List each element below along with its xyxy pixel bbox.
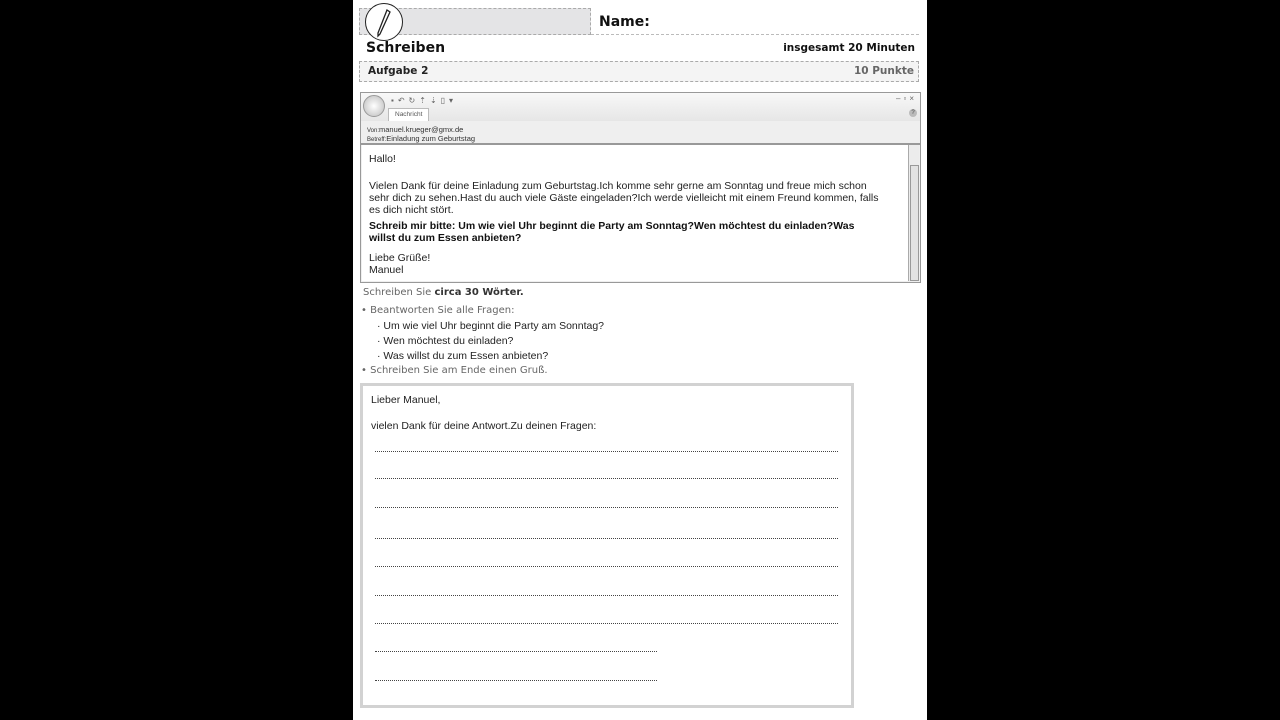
email-closing: Liebe Grüße! <box>369 252 431 264</box>
duration-text: insgesamt 20 Minuten <box>783 42 915 54</box>
answer-line[interactable] <box>375 595 838 596</box>
question-item: · Wen möchtest du einladen? <box>377 335 514 347</box>
answer-line[interactable] <box>375 538 838 539</box>
answer-line[interactable] <box>375 651 657 652</box>
email-scrollbar[interactable] <box>908 145 919 281</box>
section-title: Schreiben <box>366 40 446 56</box>
answer-line[interactable] <box>375 623 838 624</box>
email-bold-line: Schreib mir bitte: Um wie viel Uhr beginnt die Party am Sonntag?Wen möchtest du einladen?Was <box>369 220 855 232</box>
answer-intro: vielen Dank für deine Antwort.Zu deinen Fragen: <box>371 420 597 432</box>
name-label: Name: <box>599 14 650 30</box>
task-label: Aufgabe 2 <box>368 65 429 77</box>
email-body <box>362 145 908 281</box>
email-window <box>360 92 921 283</box>
answer-line[interactable] <box>375 680 657 681</box>
question-item: · Was willst du zum Essen anbieten? <box>377 350 549 362</box>
answer-line[interactable] <box>375 451 838 452</box>
answer-line[interactable] <box>375 566 838 567</box>
scroll-thumb[interactable] <box>910 165 919 281</box>
tab-nachricht: Nachricht <box>388 108 429 121</box>
answer-box[interactable] <box>360 383 854 708</box>
name-input-line[interactable] <box>591 34 919 35</box>
help-icon: ? <box>909 109 917 117</box>
word-count-instruction: Schreiben Sie circa 30 Wörter. <box>363 287 524 298</box>
office-button-icon <box>363 95 385 117</box>
question-item: · Um wie viel Uhr beginnt die Party am Sonntag? <box>377 320 605 332</box>
window-controls: –▫× <box>896 94 917 103</box>
subject-row: Betreff:Einladung zum Geburtstag <box>367 134 476 143</box>
answer-salutation: Lieber Manuel, <box>371 394 441 406</box>
bullet-greeting: • Schreiben Sie am Ende einen Gruß. <box>361 365 548 376</box>
quick-access-toolbar: ▪↶↻⇡⇣▯▾ <box>391 96 458 105</box>
email-text-line: sehr dich zu sehen.Hast du auch viele Gäste eingeladen?Ich werde vielleicht mit einem Freund kommen, falls <box>369 192 879 204</box>
pencil-icon <box>365 3 403 41</box>
points-label: 10 Punkte <box>853 65 914 77</box>
email-text-line: es dich nicht stört. <box>369 204 454 216</box>
task-bar <box>359 61 919 82</box>
worksheet-page <box>353 0 927 720</box>
email-greeting: Hallo! <box>369 153 396 165</box>
bullet-answer-questions: • Beantworten Sie alle Fragen: <box>361 305 515 316</box>
answer-line[interactable] <box>375 478 838 479</box>
email-bold-line: willst du zum Essen anbieten? <box>369 232 522 244</box>
from-row: Von:manuel.krueger@gmx.de <box>367 125 464 134</box>
email-text-line: Vielen Dank für deine Einladung zum Geburtstag.Ich komme sehr gerne am Sonntag und freue mich schon <box>369 180 867 192</box>
email-ribbon <box>361 93 920 121</box>
email-header <box>361 122 920 145</box>
email-signature: Manuel <box>369 264 404 276</box>
answer-line[interactable] <box>375 507 838 508</box>
